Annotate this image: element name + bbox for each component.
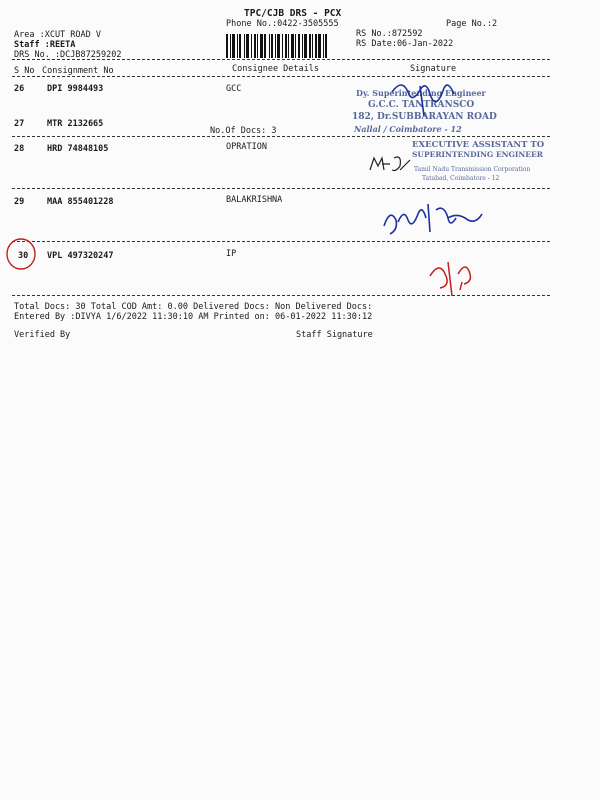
row-details: IP [226,249,237,259]
col-consignment: Consignment No [42,66,114,76]
col-signature: Signature [410,64,457,74]
red-circle-mark [7,239,35,269]
signature-scribble [384,204,482,234]
row-consignment: VPL 497320247 [47,251,114,261]
row-details: OPRATION [226,142,267,152]
stamp-line: EXECUTIVE ASSISTANT TO [412,140,545,150]
row-doc-count: No.Of Docs: 3 [210,126,277,136]
page-number: Page No.:2 [446,19,498,29]
verified-by: Verified By [14,330,71,340]
stamp-line: Dy. Superintending Engineer [356,88,486,98]
staff-signature-label: Staff Signature [296,330,373,340]
red-scribble [430,262,470,296]
row-sno: 30 [18,251,29,261]
stamp-line: Nallal / Coimbatore - 12 [354,124,462,134]
row-consignment: HRD 74848105 [47,144,109,154]
stamp-line: Tamil Nadu Transmission Corporation [414,166,531,173]
summary-line: Total Docs: 30 Total COD Amt: 0.00 Delivered Docs: Non Delivered Docs: [14,302,373,312]
row-consignment: MTR 2132665 [47,119,104,129]
row-sno: 27 [14,119,25,129]
stamp-line: G.C.C. TANTRANSCO [368,100,475,110]
entered-line: Entered By :DIVYA 1/6/2022 11:30:10 AM Printed on: 06-01-2022 11:30:12 [14,312,373,322]
row-details: GCC [226,84,242,94]
row-sno: 26 [14,84,25,94]
area-label: Area :XCUT ROAD V [14,30,101,40]
col-sno: S No [14,66,35,76]
stamp-line: Tatabad, Coimbatore - 12 [422,175,500,182]
col-details: Consignee Details [232,64,319,74]
stamp-line: SUPERINTENDING ENGINEER [412,150,543,159]
phone-number: Phone No.:0422-3505555 [226,19,339,29]
signature-scribble [392,85,454,116]
row-sno: 29 [14,197,25,207]
rs-date: RS Date:06-Jan-2022 [356,39,454,49]
rs-number: RS No.:872592 [356,29,423,39]
staff-label: Staff :REETA [14,40,76,50]
drs-number: DRS No. :DCJB87259202 [14,50,122,60]
stamp-line: 182, Dr.SUBBARAYAN ROAD [352,112,497,122]
row-consignment: DPI 9984493 [47,84,104,94]
report-title: TPC/CJB DRS - PCX [244,8,342,19]
row-sno: 28 [14,144,25,154]
row-details: BALAKRISHNA [226,195,283,205]
row-consignment: MAA 855401228 [47,197,114,207]
initials-scribble [370,157,410,171]
